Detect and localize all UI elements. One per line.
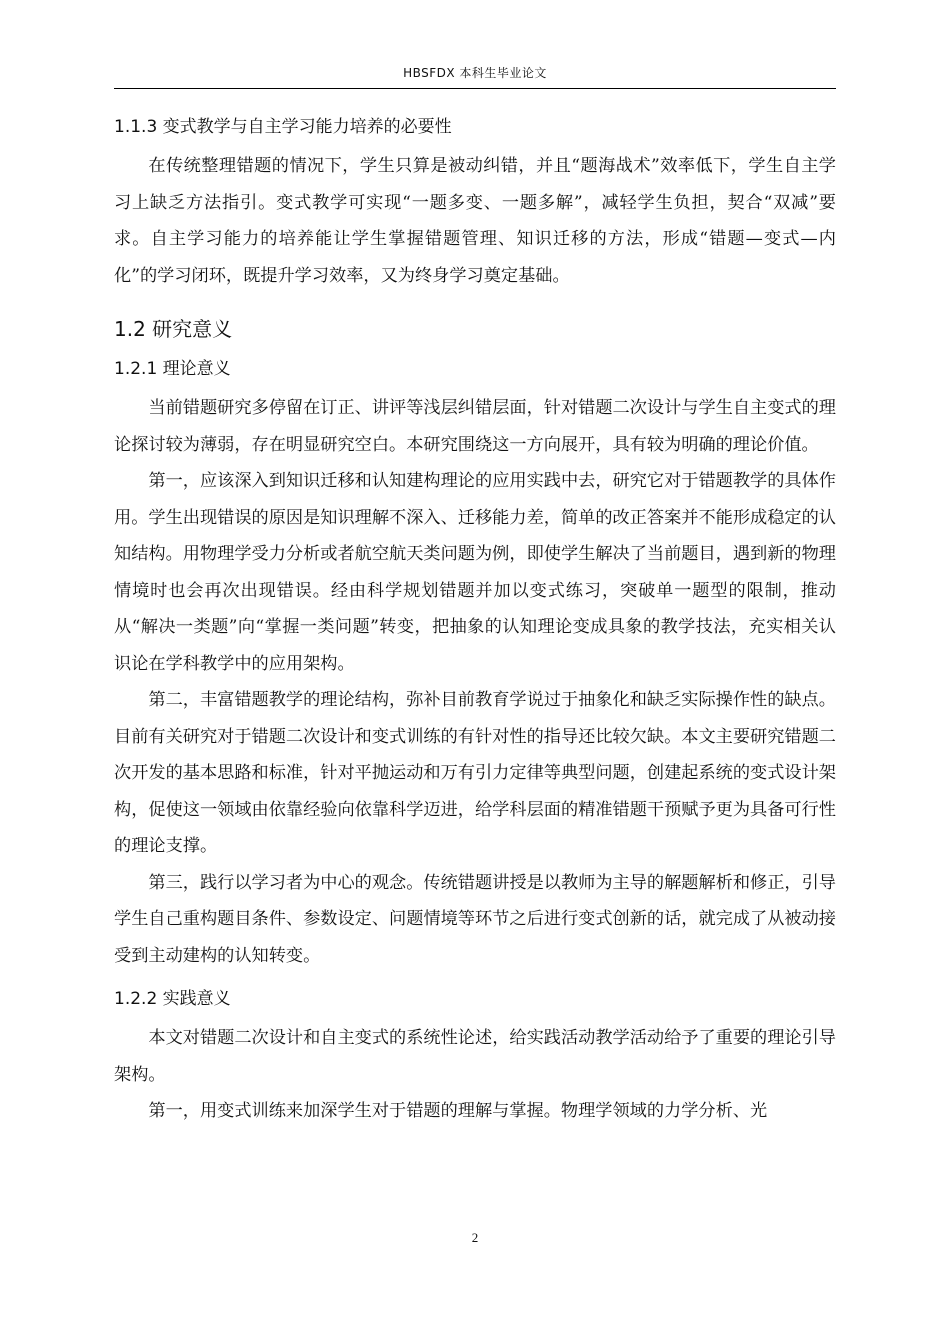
paragraph: 第一，用变式训练来加深学生对于错题的理解与掌握。物理学领域的力学分析、光 bbox=[148, 1101, 768, 1121]
section-heading-1-2: 1.2 研究意义 bbox=[114, 317, 233, 341]
document-body bbox=[114, 102, 836, 1130]
paragraph: 第一，应该深入到知识迁移和认知建构理论的应用实践中去，研究它对于错题教学的具体作用。学生出现错误的原因是知识理解不深入、迁移能力差，简单的改正答案并不能形成稳定的认知结构。用物理学受力分析或者航空航天类问题为例，即使学生解决了当前题目，遇到新的物理情境时也会再次出现错误。经由科学规划错题并加以变式练习，突破单一题型的限制，推动从“解决一类题”向“掌握一类问题”转变，把抽象的认知理论变成具象的教学技法，充实相关认识论在学科教学中的应用架构。 bbox=[114, 471, 836, 674]
paragraph: 第三，践行以学习者为中心的观念。传统错题讲授是以教师为主导的解题解析和修正，引导学生自己重构题目条件、参数设定、问题情境等环节之后进行变式创新的话，就完成了从被动接受到主动建构的认知转变。 bbox=[114, 872, 836, 966]
paragraph: 当前错题研究多停留在订正、讲评等浅层纠错层面，针对错题二次设计与学生自主变式的理论探讨较为薄弱，存在明显研究空白。本研究围绕这一方向展开，具有较为明确的理论价值。 bbox=[114, 398, 836, 455]
section-heading-1-2-2: 1.2.2 实践意义 bbox=[114, 989, 231, 1009]
header-title: HBSFDX 本科生毕业论文 bbox=[403, 66, 547, 80]
page-number: 2 bbox=[471, 1230, 479, 1245]
section-heading-1-2-1: 1.2.1 理论意义 bbox=[114, 359, 231, 379]
paragraph: 本文对错题二次设计和自主变式的系统性论述，给实践活动教学活动给予了重要的理论引导架构。 bbox=[114, 1028, 836, 1085]
section-heading-1-1-3: 1.1.3 变式教学与自主学习能力培养的必要性 bbox=[114, 117, 452, 137]
page-header bbox=[114, 62, 836, 89]
paragraph: 第二，丰富错题教学的理论结构，弥补目前教育学说过于抽象化和缺乏实际操作性的缺点。目前有关研究对于错题二次设计和变式训练的有针对性的指导还比较欠缺。本文主要研究错题二次开发的基本思路和标准，针对平抛运动和万有引力定律等典型问题，创建起系统的变式设计架构，促使这一领域由依靠经验向依靠科学迈进，给学科层面的精准错题干预赋予更为具备可行性的理论支撑。 bbox=[114, 690, 836, 856]
paragraph: 在传统整理错题的情况下，学生只算是被动纠错，并且“题海战术”效率低下，学生自主学习上缺乏方法指引。变式教学可实现“一题多变、一题多解”，减轻学生负担，契合“双减”要求。自主学习能力的培养能让学生掌握错题管理、知识迁移的方法，形成“错题—变式—内化”的学习闭环，既提升学习效率，又为终身学习奠定基础。 bbox=[114, 156, 836, 286]
